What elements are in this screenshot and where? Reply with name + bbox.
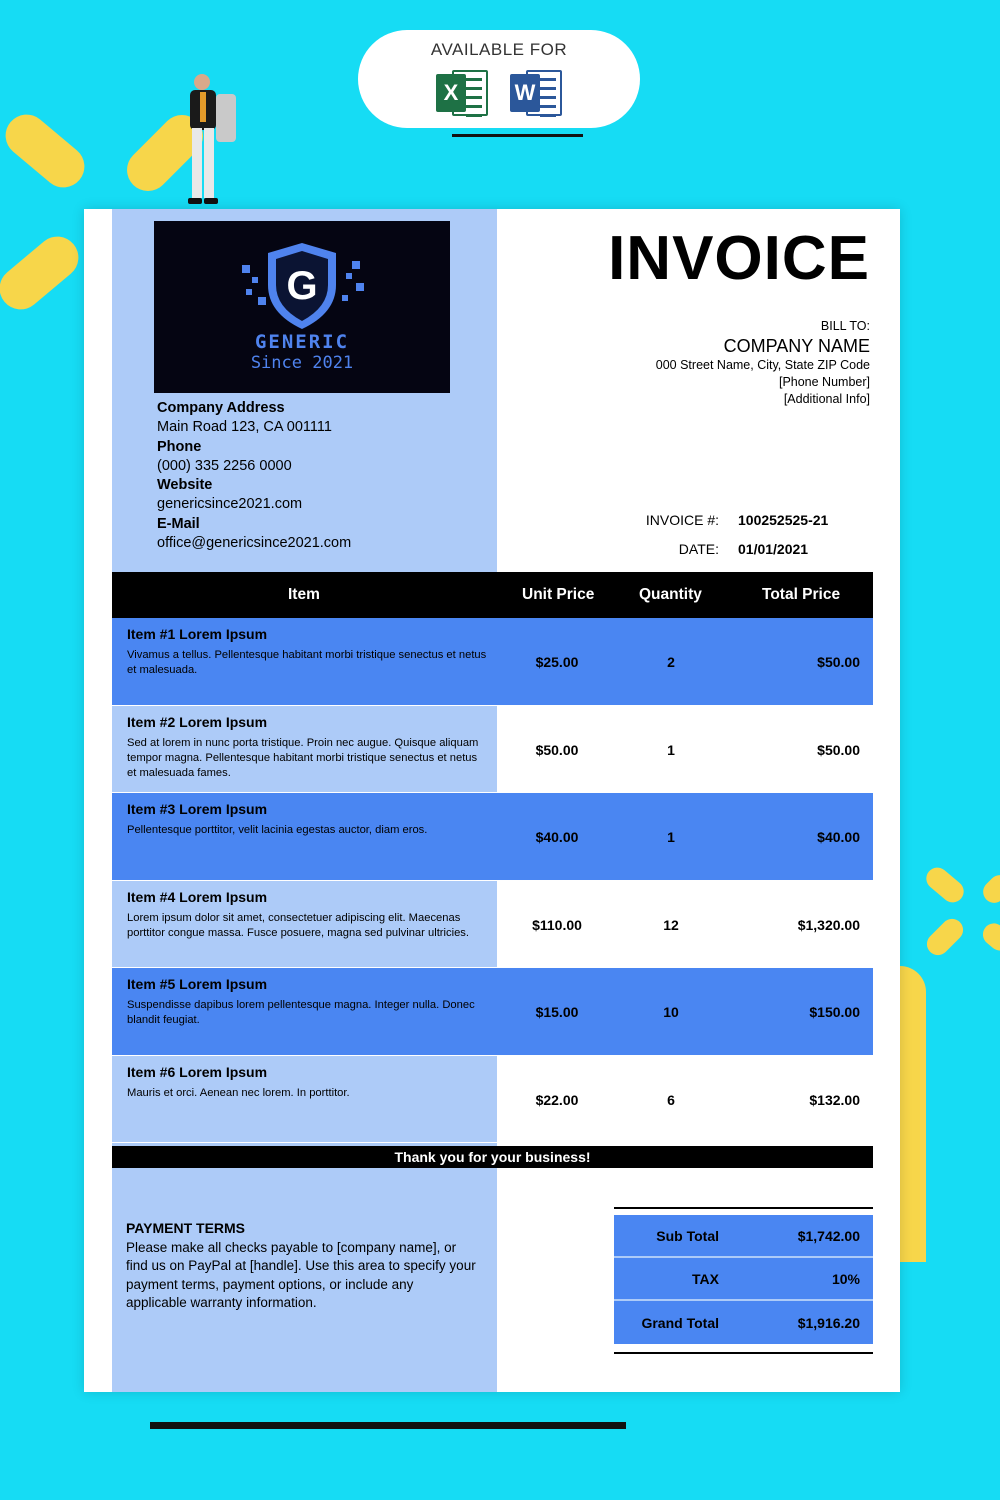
item-name: Item #2 Lorem Ipsum xyxy=(127,713,268,730)
item-name: Item #3 Lorem Ipsum xyxy=(127,801,268,817)
header-quantity: Quantity xyxy=(639,586,702,603)
decor-pill xyxy=(0,228,87,318)
bill-phone: [Phone Number] xyxy=(778,375,870,389)
header-item: Item xyxy=(288,586,320,603)
bill-street: 000 Street Name, City, State ZIP Code xyxy=(655,358,870,372)
decor-pill xyxy=(0,106,93,196)
website-label: Website xyxy=(157,477,213,494)
subtotal-label: Sub Total xyxy=(656,1227,719,1244)
item-description: Vivamus a tellus. Pellentesque habitant morbi tristique senectus et netus et malesuada. xyxy=(127,649,487,677)
table-header xyxy=(112,572,873,618)
header-unit-price: Unit Price xyxy=(522,586,595,603)
bill-to-label: BILL TO: xyxy=(820,319,870,333)
thank-you-banner: Thank you for your business! xyxy=(112,1146,873,1168)
invoice-number-label: INVOICE #: xyxy=(645,511,719,528)
grand-total-label: Grand Total xyxy=(641,1314,719,1331)
invoice-document xyxy=(84,209,900,1392)
item-unit-price: $15.00 xyxy=(535,1004,579,1020)
phone-label: Phone xyxy=(157,438,202,455)
item-quantity: 1 xyxy=(667,741,675,758)
decor-pill xyxy=(978,919,1000,955)
logo-brand: GENERIC xyxy=(254,331,350,353)
item-name: Item #5 Lorem Ipsum xyxy=(127,976,268,992)
table-row xyxy=(112,1056,873,1144)
tax-label: TAX xyxy=(692,1270,719,1287)
decor-line xyxy=(150,1422,626,1429)
table-row xyxy=(112,706,873,794)
decor-pill xyxy=(979,871,1000,908)
subtotal-row xyxy=(614,1215,873,1258)
invoice-date: 01/01/2021 xyxy=(738,540,809,557)
item-unit-price: $40.00 xyxy=(535,829,579,845)
totals-summary xyxy=(614,1207,873,1354)
invoice-meta xyxy=(644,505,828,563)
decor-arc xyxy=(900,966,926,1262)
item-total: $1,320.00 xyxy=(797,916,860,933)
email-value: office@genericsince2021.com xyxy=(157,535,352,552)
item-quantity: 1 xyxy=(667,829,675,845)
address-value: Main Road 123, CA 001111 xyxy=(157,419,332,436)
item-description: Mauris et orci. Aenean nec lorem. In porttitor. xyxy=(127,1086,350,1099)
grand-total-value: $1,916.20 xyxy=(797,1314,860,1331)
item-name: Item #4 Lorem Ipsum xyxy=(127,888,268,905)
item-name: Item #1 Lorem Ipsum xyxy=(127,626,268,642)
item-unit-price: $110.00 xyxy=(532,916,582,933)
phone-value: (000) 335 2256 0000 xyxy=(157,457,292,474)
item-name: Item #6 Lorem Ipsum xyxy=(127,1063,268,1080)
invoice-date-label: DATE: xyxy=(678,540,719,557)
company-logo xyxy=(154,221,450,393)
pixel-decor-icon xyxy=(154,221,450,331)
businessman-figure-image xyxy=(178,72,242,208)
excel-letter: X xyxy=(436,74,466,112)
invoice-title: INVOICE xyxy=(608,224,870,293)
item-quantity: 12 xyxy=(663,916,679,933)
item-description: Suspendisse dapibus lorem pellentesque magna. Integer nulla. Donec blandit feugiat. xyxy=(127,999,475,1027)
decor-pill xyxy=(922,914,967,959)
item-total: $50.00 xyxy=(817,654,860,670)
tax-row xyxy=(614,1258,873,1301)
payment-terms-heading: PAYMENT TERMS xyxy=(126,1220,246,1236)
subtotal-value: $1,742.00 xyxy=(797,1227,860,1244)
logo-since: Since 2021 xyxy=(250,353,354,373)
item-table xyxy=(112,618,873,1143)
table-row xyxy=(112,793,873,881)
payment-terms xyxy=(126,1220,476,1312)
bill-info: [Additional Info] xyxy=(783,392,870,406)
divider xyxy=(614,1207,873,1209)
item-unit-price: $22.00 xyxy=(535,1091,579,1108)
bill-company-name: COMPANY NAME xyxy=(723,336,870,356)
grand-total-row xyxy=(614,1301,873,1344)
item-description: Pellentesque porttitor, velit lacinia egestas auctor, diam eros. xyxy=(127,824,428,836)
company-contact xyxy=(157,399,351,553)
item-quantity: 10 xyxy=(663,1004,679,1020)
decor-line xyxy=(452,134,583,137)
item-total: $132.00 xyxy=(809,1091,860,1108)
decor-pill xyxy=(922,863,968,907)
divider xyxy=(614,1352,873,1354)
item-unit-price: $50.00 xyxy=(535,741,579,758)
website-value: genericsince2021.com xyxy=(157,496,303,513)
item-total: $50.00 xyxy=(817,741,860,758)
email-label: E-Mail xyxy=(157,515,200,532)
bill-to-block xyxy=(656,319,870,408)
word-letter: W xyxy=(510,74,540,112)
header-total-price: Total Price xyxy=(762,586,841,603)
address-label: Company Address xyxy=(157,400,285,416)
item-total: $40.00 xyxy=(817,829,860,845)
item-quantity: 6 xyxy=(667,1091,675,1108)
available-for-label: AVAILABLE FOR xyxy=(430,40,568,59)
word-icon xyxy=(510,68,562,118)
table-row xyxy=(112,968,873,1056)
available-for-badge xyxy=(358,30,640,128)
item-description: Lorem ipsum dolor sit amet, consectetuer adipiscing elit. Maecenas porttitor congue massa. Fusce posuere, magna sed pulvinar ultricies. xyxy=(127,911,470,939)
logo-letter: G xyxy=(286,264,318,308)
payment-terms-body: Please make all checks payable to [company name], or find us on PayPal at [handle]. Use this area to specify your payment terms, payment options, or include any applicable warranty information. xyxy=(126,1240,476,1310)
item-total: $150.00 xyxy=(809,1004,860,1020)
excel-icon xyxy=(436,68,488,118)
item-quantity: 2 xyxy=(667,654,675,670)
table-row xyxy=(112,618,873,706)
table-row xyxy=(112,881,873,969)
tax-value: 10% xyxy=(831,1270,860,1287)
invoice-number: 100252525-21 xyxy=(738,511,829,528)
item-description: Sed at lorem in nunc porta tristique. Proin nec augue. Quisque aliquam tempor magna. Pellentesque habitant morbi tristique senectus et netus et malesuada fames. xyxy=(127,736,479,780)
item-unit-price: $25.00 xyxy=(535,654,579,670)
